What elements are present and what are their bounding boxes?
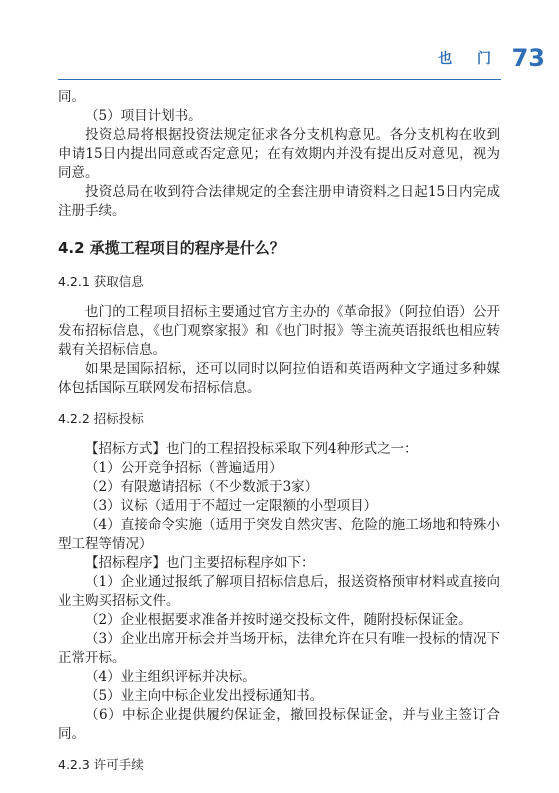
body-paragraph: 如果是国际招标，还可以同时以阿拉伯语和英语两种文字通过多种媒体包括国际互联网发布招标信息。: [58, 361, 500, 396]
list-item: （4）直接命令实施（适用于突发自然灾害、危险的施工场地和特殊小型工程等情况）: [58, 517, 500, 552]
list-item: （4）业主组织评标并决标。: [85, 669, 256, 685]
list-item: （5）业主向中标企业发出授标通知书。: [85, 688, 324, 704]
body-paragraph: 【招标方式】也门的工程招投标采取下列4种形式之一：: [85, 441, 418, 457]
page-body: [58, 88, 500, 786]
subsection-heading: 4.2.1 获取信息: [58, 274, 144, 289]
list-item: （1）企业通过报纸了解项目招标信息后，报送资格预审材料或直接向业主购买招标文件。: [58, 574, 500, 609]
body-paragraph: 投资总局将根据投资法规定征求各分支机构意见。各分支机构在收到申请15日内提出同意或否定意见；在有效期内并没有提出反对意见，视为同意。: [58, 127, 500, 181]
list-item: （1）公开竞争招标（普遍适用）: [85, 460, 283, 476]
list-item: （5）项目计划书。: [85, 108, 202, 124]
list-item: （6）中标企业提供履约保证金，撤回投标保证金，并与业主签订合同。: [58, 707, 500, 742]
body-paragraph: 也门的工程项目招标主要通过官方主办的《革命报》（阿拉伯语）公开发布招标信息，《也门观察家报》和《也门时报》等主流英语报纸也相应转载有关招标信息。: [58, 304, 500, 358]
list-item: （3）议标（适用于不超过一定限额的小型项目）: [85, 498, 378, 514]
list-item: （2）有限邀请招标（不少数派于3家）: [85, 479, 319, 495]
section-heading: 4.2 承揽工程项目的程序是什么？: [58, 239, 285, 257]
body-paragraph: 投资总局在收到符合法律规定的全套注册申请资料之日起15日内完成注册手续。: [58, 184, 500, 219]
header-rule: [58, 79, 501, 80]
subsection-heading: 4.2.3 许可手续: [58, 757, 144, 772]
body-paragraph: 【招标程序】也门主要招标程序如下：: [85, 555, 315, 571]
chapter-title: 也 门: [438, 51, 501, 67]
list-item: （2）企业根据要求准备并按时递交投标文件，随附投标保证金。: [85, 612, 472, 628]
page-number: 73: [511, 44, 545, 72]
continued-text: 同。: [58, 89, 85, 105]
subsection-heading: 4.2.2 招标投标: [58, 411, 144, 426]
page-header: [0, 0, 559, 90]
list-item: （3）企业出席开标会并当场开标，法律允许在只有唯一投标的情况下正常开标。: [58, 631, 500, 666]
